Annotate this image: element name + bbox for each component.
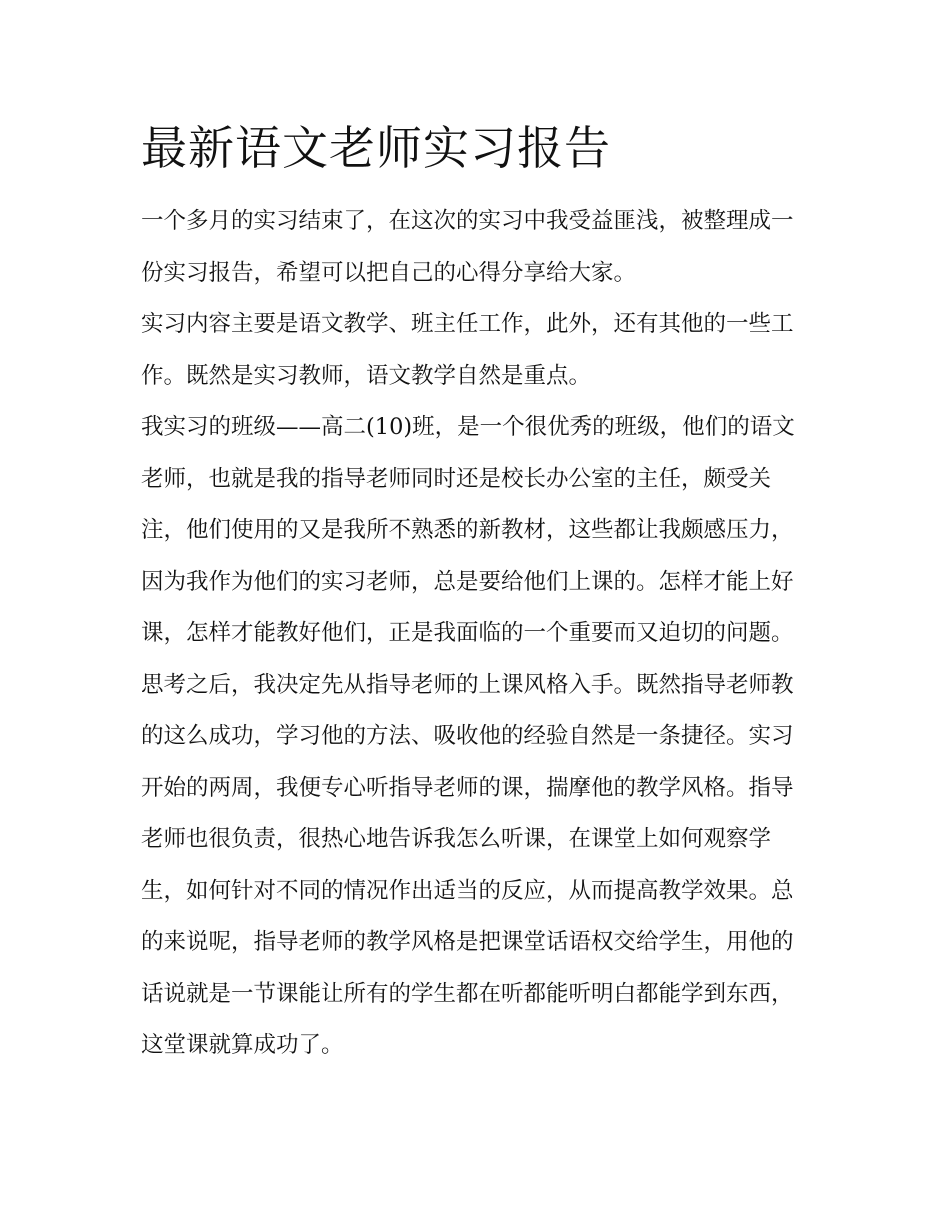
document-title: 最新语文老师实习报告 [141, 121, 611, 175]
paragraph-class: 我实习的班级——高二(10)班，是一个很优秀的班级，他们的语文老师，也就是我的指导老师同时还是校长办公室的主任，颇受关注，他们使用的又是我所不熟悉的新教材，这些都让我颇感压力，因为我作为他们的实习老师，总是要给他们上课的。怎样才能上好课，怎样才能教好他们，正是我面临的一个重要而又迫切的问题。 [141, 414, 795, 646]
document-page [141, 112, 811, 1072]
paragraph-mentor-style: 思考之后，我决定先从指导老师的上课风格入手。既然指导老师教的这么成功，学习他的方法、吸收他的经验自然是一条捷径。实习开始的两周，我便专心听指导老师的课，揣摩他的教学风格。指导老师也很负责，很热心地告诉我怎么听课，在课堂上如何观察学生，如何针对不同的情况作出适当的反应，从而提高教学效果。总的来说呢，指导老师的教学风格是把课堂话语权交给学生，用他的话说就是一节课能让所有的学生都在听都能听明白都能学到东西，这堂课就算成功了。 [141, 671, 794, 1058]
paragraph-content: 实习内容主要是语文教学、班主任工作，此外，还有其他的一些工作。既然是实习教师，语文教学自然是重点。 [141, 311, 794, 389]
paragraph-intro: 一个多月的实习结束了，在这次的实习中我受益匪浅，被整理成一份实习报告，希望可以把自己的心得分享给大家。 [141, 208, 794, 286]
